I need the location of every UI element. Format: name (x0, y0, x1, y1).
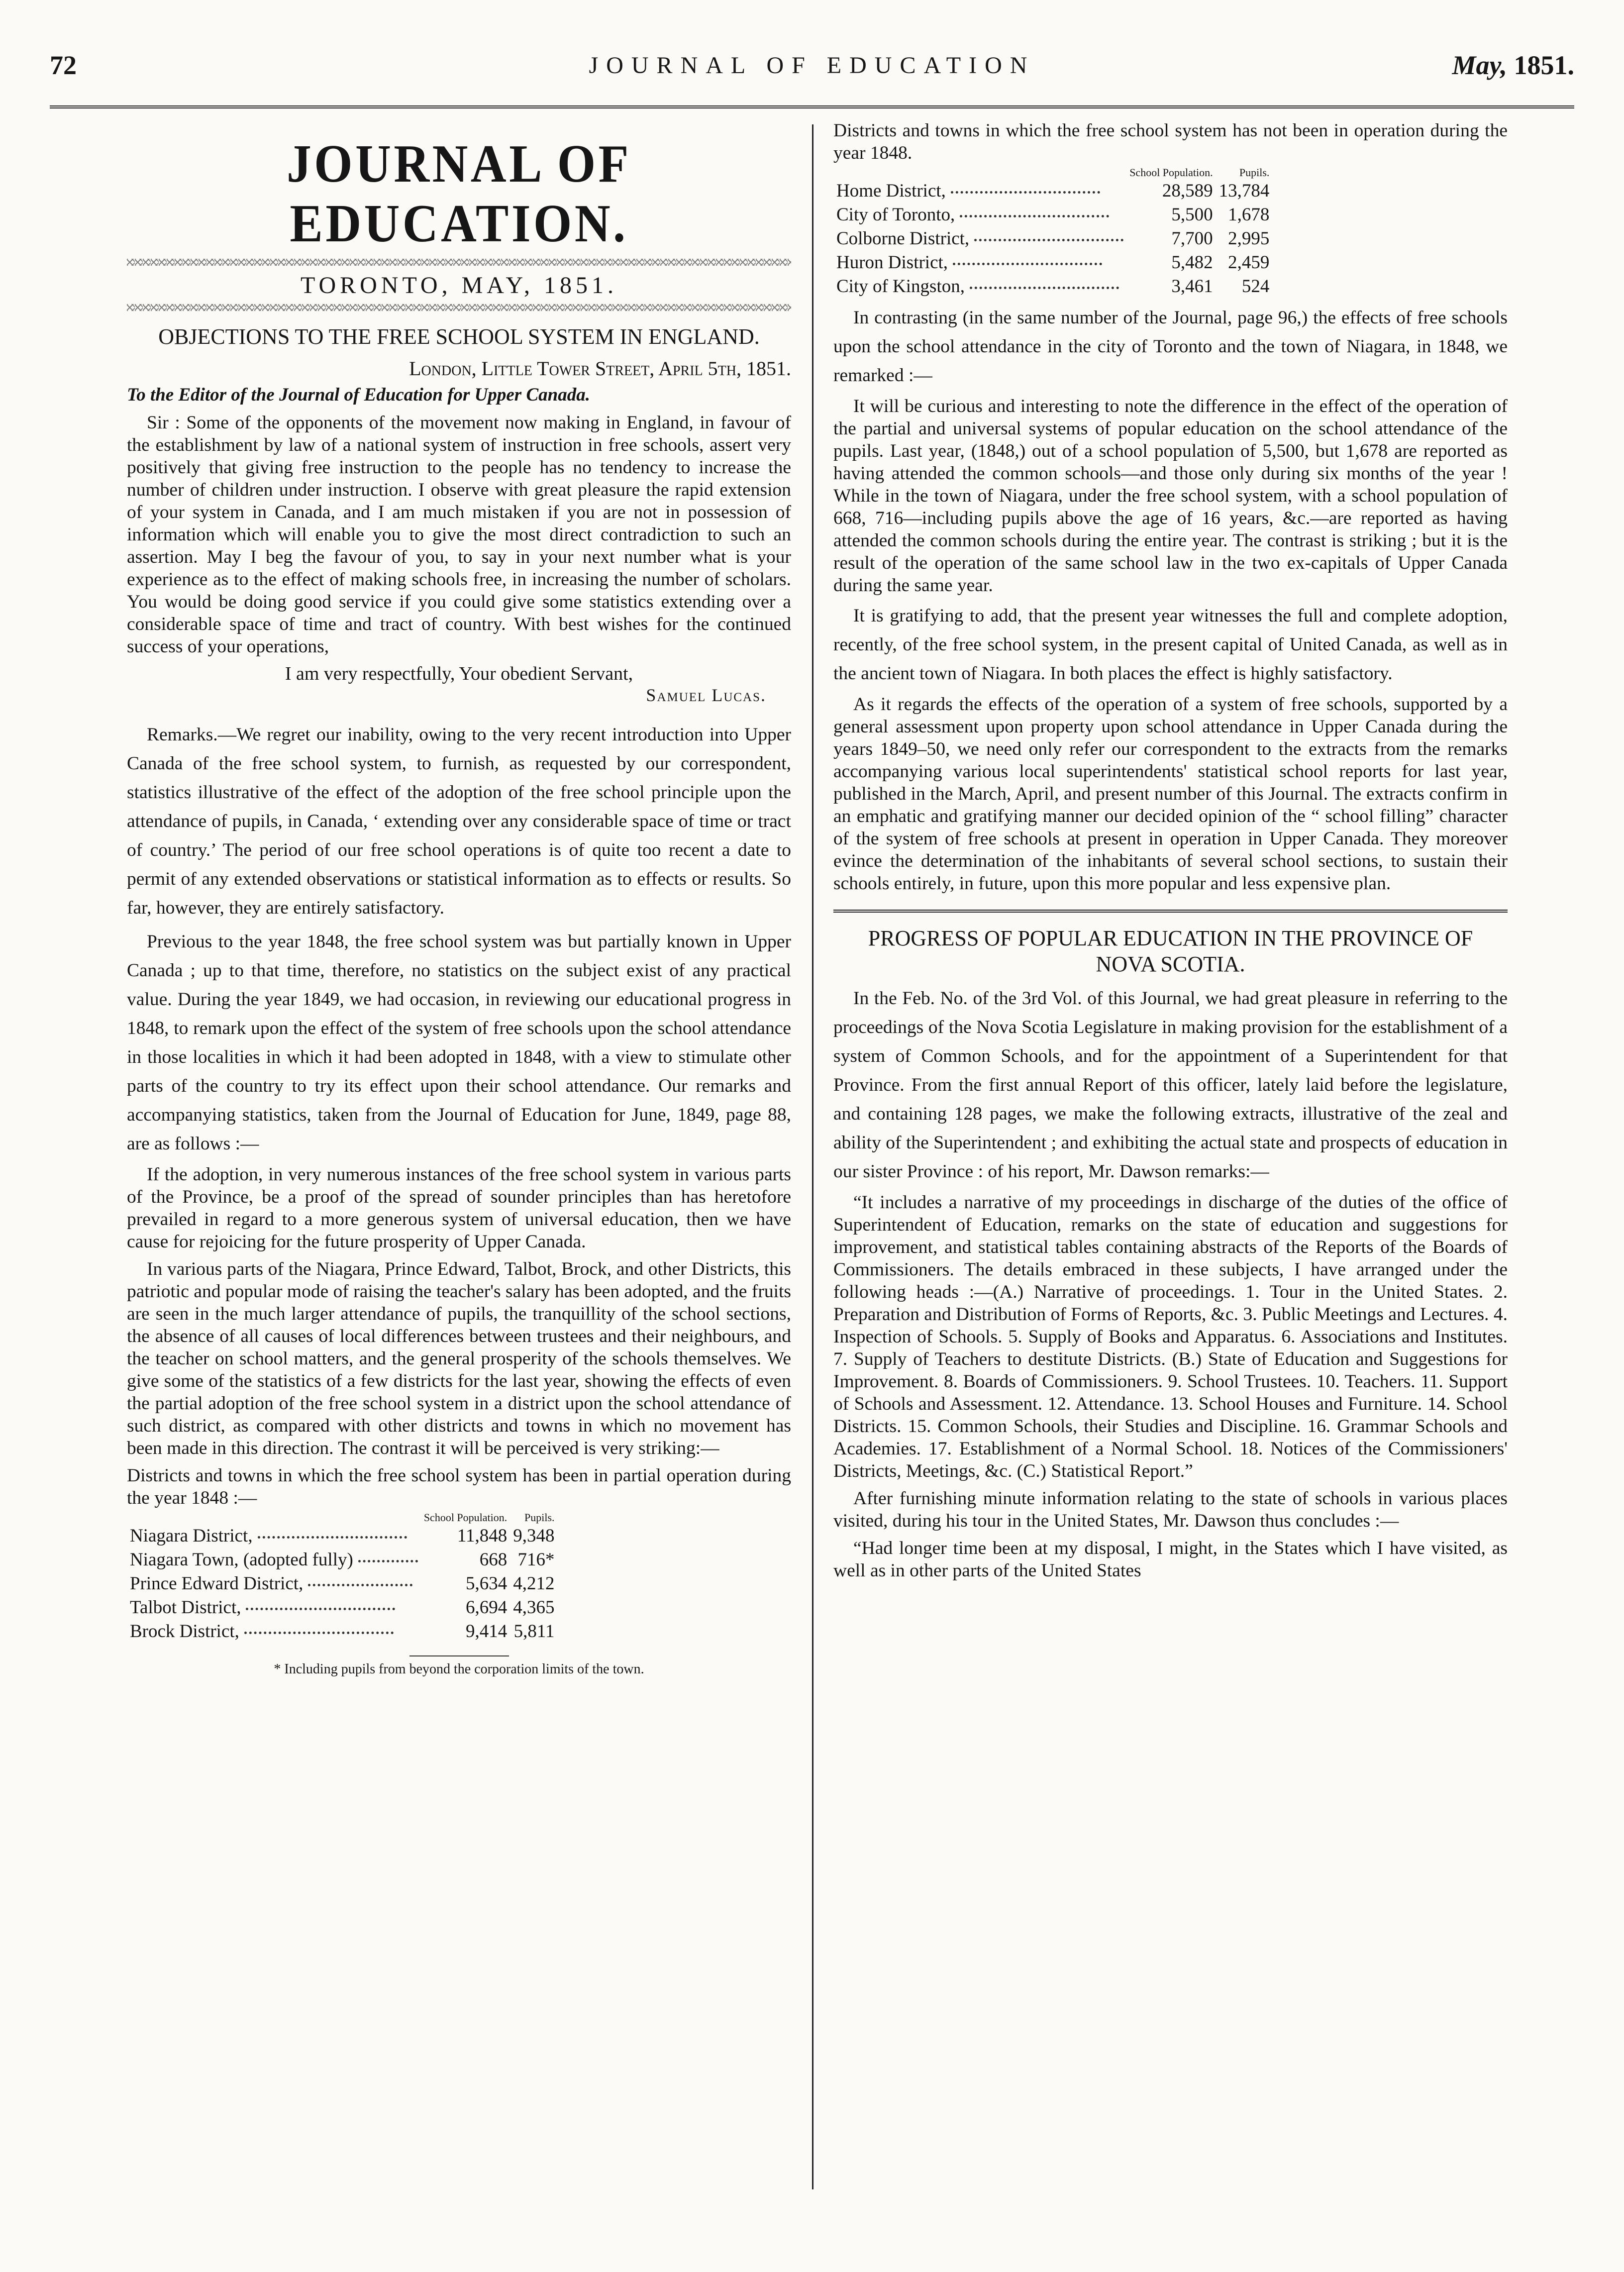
header-rule (50, 105, 1574, 108)
pupils-cell: 716* (517, 1549, 555, 1570)
district-name: City of Toronto, (836, 205, 955, 225)
dateline: TORONTO, MAY, 1851. (301, 272, 617, 299)
table-row (127, 1524, 558, 1548)
district-name: Brock District, (130, 1621, 239, 1642)
addressee: To the Editor of the Journal of Education for Upper Canada. (127, 385, 590, 405)
running-header (50, 50, 1574, 95)
district-name: Huron District, (836, 252, 948, 273)
wavy-rule (127, 259, 791, 266)
footnote-rule (409, 1655, 509, 1656)
article-title: OBJECTIONS TO THE FREE SCHOOL SYSTEM IN ENGLAND. (158, 324, 760, 349)
quoted-paragraph: In various parts of the Niagara, Prince Edward, Talbot, Brock, and other Districts, this patriotic and popular mode of raising the teacher's salary has been adopted, and the fruits are seen in the much larger attendance of pupils, the tranquillity of the school sections, the absence of all causes of local differences between trustees and their neighbours, and the teacher on school matters, and the general prosperity of the schools themselves. We give some of the statistics of a few districts for the last year, showing the effects of even the partial adoption of the free school system in a district upon the school attendance of such district, as compared with other districts and towns in which no movement has been made in this direction. The contrast it will be perceived is very striking:— (127, 1259, 791, 1458)
population-cell: 7,700 (1171, 228, 1213, 249)
running-date-year: 1851. (1514, 50, 1574, 80)
col-header: School Population. (423, 1511, 508, 1524)
body-paragraph: In the Feb. No. of the 3rd Vol. of this Journal, we had great pleasure in referring to the proceedings of the Nova Scotia Legislature in making provision for the establishment of a system of Common Schools, and for the appointment of a Superintendent for that Province. From the first annual Report of this officer, lately laid before the legislature, and containing 128 pages, we make the following extracts, illustrative of the zeal and ability of the Superintendent ; and exhibiting the actual state and prospects of education in our sister Province : of his report, Mr. Dawson remarks:— (833, 988, 1508, 1182)
quoted-paragraph: “It includes a narrative of my proceedings in discharge of the duties of the office of Superintendent of Education, remarks on the state of education and suggestions for improvement, and statistical tables containing abstracts of the Reports of the Boards of Commissioners. The details embraced in these subjects, I have arranged under the following heads :—(A.) Narrative of proceedings. 1. Tour in the United States. 2. Preparation and Distribution of Forms of Reports, &c. 3. Public Meetings and Lectures. 4. Inspection of Schools. 5. Supply of Books and Apparatus. 6. Associations and Institutes. 7. Supply of Teachers to destitute Districts. (B.) State of Education and Suggestions for Improvement. 8. Boards of Commissioners. 9. School Trustees. 10. Teachers. 11. Support of Schools and Assessment. 12. Attendance. 13. School Houses and Furniture. 14. School Districts. 15. Common Schools, their Studies and Discipline. 16. Grammar Schools and Academies. 17. Establishment of a Normal School. 18. Notices of the Commissioners' Districts, Meetings, &c. (C.) Statistical Report.” (833, 1192, 1508, 1481)
quoted-paragraph: “Had longer time been at my disposal, I might, in the States which I have visited, as well as in other parts of the United States (833, 1538, 1508, 1581)
table-header-row (127, 1511, 558, 1524)
right-column (833, 119, 1508, 2212)
pupils-cell: 2,459 (1228, 252, 1270, 273)
pupils-cell: 524 (1241, 276, 1270, 297)
pupils-cell: 13,784 (1218, 181, 1270, 201)
column-divider (812, 124, 813, 2189)
body-paragraph: After furnishing minute information relating to the state of schools in various places visited, during his tour in the United States, Mr. Dawson thus concludes :— (833, 1488, 1508, 1531)
table-row (127, 1548, 558, 1572)
pupils-cell: 4,212 (513, 1573, 555, 1594)
pupils-cell: 9,348 (513, 1526, 555, 1546)
district-name: Colborne District, (836, 228, 970, 249)
table-row (127, 1620, 558, 1644)
body-paragraph: Previous to the year 1848, the free school system was but partially known in Upper Canada ; up to that time, therefore, no statistics on the subject exist of any practical value. During the year 1849, we had occasion, in reviewing our educational progress in 1848, to remark upon the effect of the system of free schools upon the school attendance in those localities in which it had been adopted in 1848, with a view to stimulate other parts of the country to try its effect upon their school attendance. Our remarks and accompanying statistics, taken from the Journal of Education for June, 1849, page 88, are as follows :— (127, 931, 791, 1154)
page-number: 72 (50, 50, 77, 80)
district-name: Niagara District, (130, 1526, 253, 1546)
col-header: Pupils. (1239, 166, 1270, 179)
population-cell: 5,500 (1171, 205, 1213, 225)
table-header-row (833, 166, 1272, 179)
table-intro: Districts and towns in which the free school system has not been in operation during the year 1848. (833, 120, 1508, 163)
col-header: School Population. (1129, 166, 1213, 179)
pupils-cell: 5,811 (513, 1621, 555, 1642)
running-title: JOURNAL OF EDUCATION (589, 52, 1035, 79)
left-column (127, 119, 791, 2212)
quoted-paragraph: It will be curious and interesting to note the difference in the effect of the operation of the partial and universal systems of popular education on the school attendance of the pupils. Last year, (1848,) out of a school population of 5,500, but 1,678 are reported as having attended the common schools—and those only during six months of the year ! While in the town of Niagara, under the free school system, with a school population of 668, 716—including pupils above the age of 16 years, &c.—are reported as having attended the common schools during the entire year. The contrast is striking ; but it is the result of the operation of the same school law in the two ex-capitals of Upper Canada during the same year. (833, 396, 1508, 596)
table-row (833, 203, 1272, 227)
signoff: I am very respectfully, Your obedient Servant, (285, 663, 633, 684)
running-date-month: May, (1452, 50, 1507, 80)
stats-table-nonfree (833, 166, 1272, 299)
section-rule (833, 910, 1508, 913)
district-name: Home District, (836, 181, 946, 201)
running-date (1452, 50, 1574, 81)
district-name: Niagara Town, (adopted fully) (130, 1549, 353, 1570)
population-cell: 3,461 (1171, 276, 1213, 297)
table-row (127, 1596, 558, 1620)
place-date: London, Little Tower Street, April 5th, 1851. (409, 357, 791, 380)
population-cell: 5,482 (1171, 252, 1213, 273)
table-row (833, 227, 1272, 251)
table-row (127, 1572, 558, 1596)
population-cell: 28,589 (1162, 181, 1213, 201)
population-cell: 6,694 (466, 1597, 508, 1618)
signature: Samuel Lucas. (646, 685, 766, 705)
district-name: Prince Edward District, (130, 1573, 304, 1594)
remarks-paragraph: Remarks.—We regret our inability, owing to the very recent introduction into Upper Canada of the free school system, to furnish, as requested by our correspondent, statistics illustrative of the effect of the adoption of the free school principle upon the attendance of pupils, in Canada, ‘ extending over any considerable space of time or tract of country.’ The period of our free school operations is of quite too recent a date to permit of any extended observations or statistical information as to effects or results. So far, however, they are entirely satisfactory. (127, 724, 791, 918)
article-title: PROGRESS OF POPULAR EDUCATION IN THE PROVINCE OF NOVA SCOTIA. (868, 926, 1473, 976)
body-paragraph: It is gratifying to add, that the present year witnesses the full and complete adoption, recently, of the free school system, in the present capital of United Canada, as well as in the ancient town of Niagara. In both places the effect is highly satisfactory. (833, 606, 1508, 684)
district-name: Talbot District, (130, 1597, 241, 1618)
letter-body: Sir : Some of the opponents of the movement now making in England, in favour of the establishment by law of a national system of instruction in free schools, assert very positively that giving free instruction to the people has no tendency to increase the number of children under instruction. I observe with great pleasure the rapid extension of your system in Canada, and I am much mistaken if you are not in possession of information which will enable you to give the most direct contradiction to such an assertion. May I beg the favour of you, to say in your next number what is your experience as to the effect of making schools free, in increasing the number of scholars. You would be doing good service if you could give some statistics extending over a considerable space of time and tract of country. With best wishes for the continued success of your operations, (127, 413, 791, 657)
pupils-cell: 1,678 (1228, 205, 1270, 225)
table-intro: Districts and towns in which the free school system has been in partial operation during the year 1848 :— (127, 1465, 791, 1508)
population-cell: 9,414 (466, 1621, 508, 1642)
wavy-rule (127, 304, 791, 311)
body-paragraph: As it regards the effects of the operation of a system of free schools, supported by a general assessment upon property upon school attendance in Upper Canada during the years 1849–50, we need only refer our correspondent to the extracts from the remarks accompanying various local superintendents' statistical school reports for last year, published in the March, April, and present number of this Journal. The extracts confirm in an emphatic and gratifying manner our decided opinion of the “ school filling” character of the system of free schools at present in operation in Upper Canada. They moreover evince the determination of the inhabitants of several school sections, to sustain their schools entirely, in future, upon this more popular and less expensive plan. (833, 694, 1508, 894)
population-cell: 668 (479, 1549, 508, 1570)
table-row (833, 275, 1272, 299)
pupils-cell: 2,995 (1228, 228, 1270, 249)
table-row (833, 179, 1272, 203)
population-cell: 11,848 (457, 1526, 508, 1546)
quoted-paragraph: If the adoption, in very numerous instances of the free school system in various parts of the Province, be a proof of the spread of sounder principles than has heretofore prevailed in regard to a more generous system of universal education, then we have cause for rejoicing for the future prosperity of Upper Canada. (127, 1164, 791, 1252)
stats-table-free (127, 1511, 558, 1644)
district-name: City of Kingston, (836, 276, 965, 297)
footnote: * Including pupils from beyond the corporation limits of the town. (274, 1661, 644, 1677)
pupils-cell: 4,365 (513, 1597, 555, 1618)
population-cell: 5,634 (466, 1573, 508, 1594)
body-paragraph: In contrasting (in the same number of the Journal, page 96,) the effects of free schools upon the school attendance in the city of Toronto and the town of Niagara, in 1848, we remarked :— (833, 308, 1508, 386)
masthead: JOURNAL OF EDUCATION. (287, 134, 631, 253)
col-header: Pupils. (524, 1511, 555, 1524)
table-row (833, 251, 1272, 275)
